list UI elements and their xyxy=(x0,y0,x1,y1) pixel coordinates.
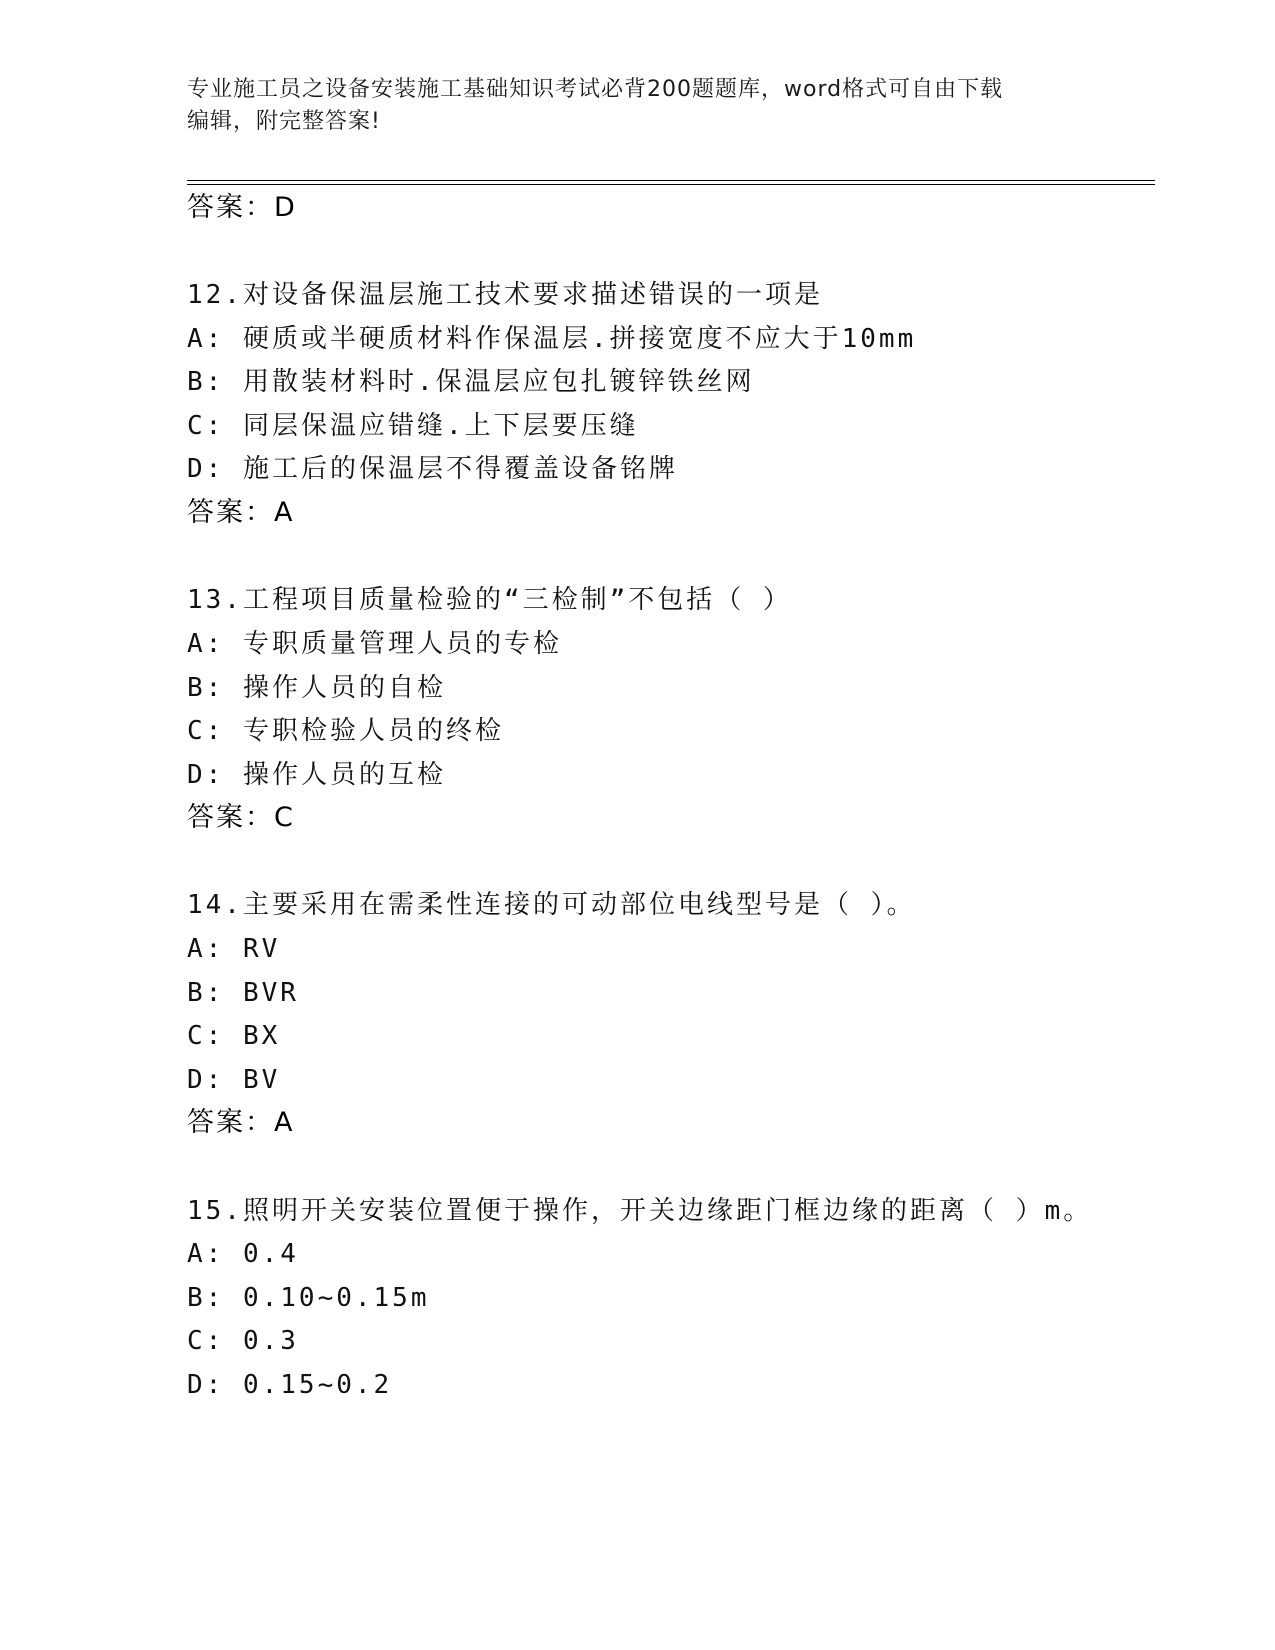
option-d: D: BV xyxy=(187,1065,281,1095)
option-d: D: 施工后的保温层不得覆盖设备铭牌 xyxy=(187,454,678,484)
option-c: C: BX xyxy=(187,1021,281,1051)
option-c: C: 0.3 xyxy=(187,1326,299,1356)
header-divider-top xyxy=(187,180,1155,181)
option-c: C: 专职检验人员的终检 xyxy=(187,716,504,746)
header-title-line-1: 专业施工员之设备安装施工基础知识考试必背200题题库，word格式可自由下载 xyxy=(187,77,1004,102)
option-a: A: 硬质或半硬质材料作保温层.拼接宽度不应大于10mm xyxy=(187,324,917,354)
question-stem: 14.主要采用在需柔性连接的可动部位电线型号是（ ）。 xyxy=(187,890,916,920)
option-d: D: 0.15~0.2 xyxy=(187,1370,393,1400)
question-stem: 12.对设备保温层施工技术要求描述错误的一项是 xyxy=(187,280,823,310)
answer-line: 答案：A xyxy=(187,1107,295,1138)
option-d: D: 操作人员的互检 xyxy=(187,760,446,790)
answer-line: 答案：D xyxy=(187,192,297,223)
option-b: B: 0.10~0.15m xyxy=(187,1283,430,1313)
answer-line: 答案：A xyxy=(187,497,295,528)
answer-line: 答案：C xyxy=(187,802,295,833)
header-divider-bottom xyxy=(187,184,1155,185)
document-header xyxy=(187,74,1087,138)
option-a: A: RV xyxy=(187,934,281,964)
option-a: A: 0.4 xyxy=(187,1239,299,1269)
option-b: B: 用散装材料时.保温层应包扎镀锌铁丝网 xyxy=(187,367,755,397)
question-stem: 15.照明开关安装位置便于操作，开关边缘距门框边缘的距离（ ）m。 xyxy=(187,1196,1093,1226)
option-b: B: BVR xyxy=(187,978,299,1008)
question-stem: 13.工程项目质量检验的“三检制”不包括（ ） xyxy=(187,585,792,615)
option-a: A: 专职质量管理人员的专检 xyxy=(187,629,562,659)
option-c: C: 同层保温应错缝.上下层要压缝 xyxy=(187,411,639,441)
option-b: B: 操作人员的自检 xyxy=(187,673,446,703)
header-title-line-2: 编辑，附完整答案! xyxy=(187,109,381,134)
